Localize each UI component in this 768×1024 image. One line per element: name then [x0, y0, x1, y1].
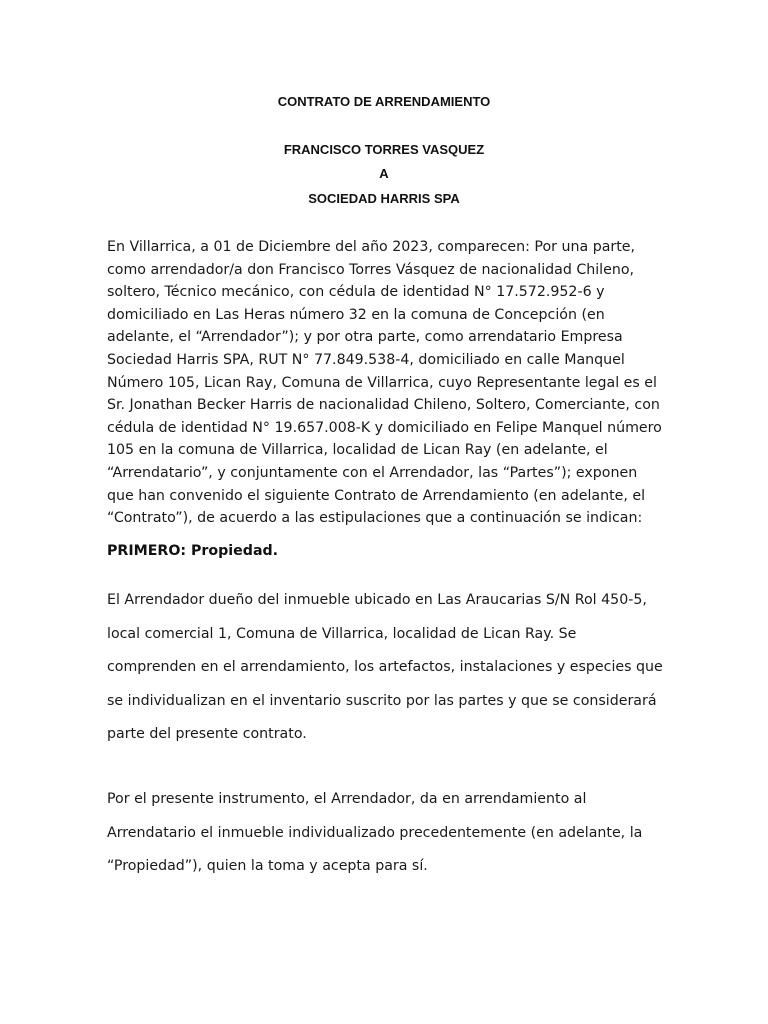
document-title: CONTRATO DE ARRENDAMIENTO	[277, 94, 491, 109]
party-one-name: FRANCISCO TORRES VASQUEZ	[283, 142, 485, 157]
section-one-title: PRIMERO: Propiedad.	[107, 543, 279, 559]
party-two-name: SOCIEDAD HARRIS SPA	[308, 191, 460, 206]
section-one-paragraph-one: El Arrendador dueño del inmueble ubicado en Las Araucarias S/N Rol 450-5, local comercial 1, Comuna de Villarrica, localidad de Lican Ray. Se comprenden en el arrendamiento, los artefactos, instalaciones y especies que se individualizan en el inventario suscrito por las partes y que se considerará parte del presente contrato.	[107, 592, 663, 742]
section-one-paragraph-two: Por el presente instrumento, el Arrendador, da en arrendamiento al Arrendatario el inmueble individualizado precedentemente (en adelante, la “Propiedad”), quien la toma y acepta para sí.	[107, 791, 643, 874]
party-connector: A	[379, 166, 389, 181]
intro-paragraph: En Villarrica, a 01 de Diciembre del año 2023, comparecen: Por una parte, como arrendador/a don Francisco Torres Vásquez de nacionalidad Chileno, soltero, Técnico mecánico, con cédula de identidad N° 17.572.952-6 y domiciliado en Las Heras número 32 en la comuna de Concepción (en adelante, el “Arrendador”); y por otra parte, como arrendatario Empresa Sociedad Harris SPA, RUT N° 77.849.538-4, domiciliado en calle Manquel Número 105, Lican Ray, Comuna de Villarrica, cuyo Representante legal es el Sr. Jonathan Becker Harris de nacionalidad Chileno, Soltero, Comerciante, con cédula de identidad N° 19.657.008-K y domiciliado en Felipe Manquel número 105 en la comuna de Villarrica, localidad de Lican Ray (en adelante, el “Arrendatario”, y conjuntamente con el Arrendador, las “Partes”); exponen que han convenido el siguiente Contrato de Arrendamiento (en adelante, el “Contrato”), de acuerdo a las estipulaciones que a continuación se indican:	[107, 239, 662, 527]
